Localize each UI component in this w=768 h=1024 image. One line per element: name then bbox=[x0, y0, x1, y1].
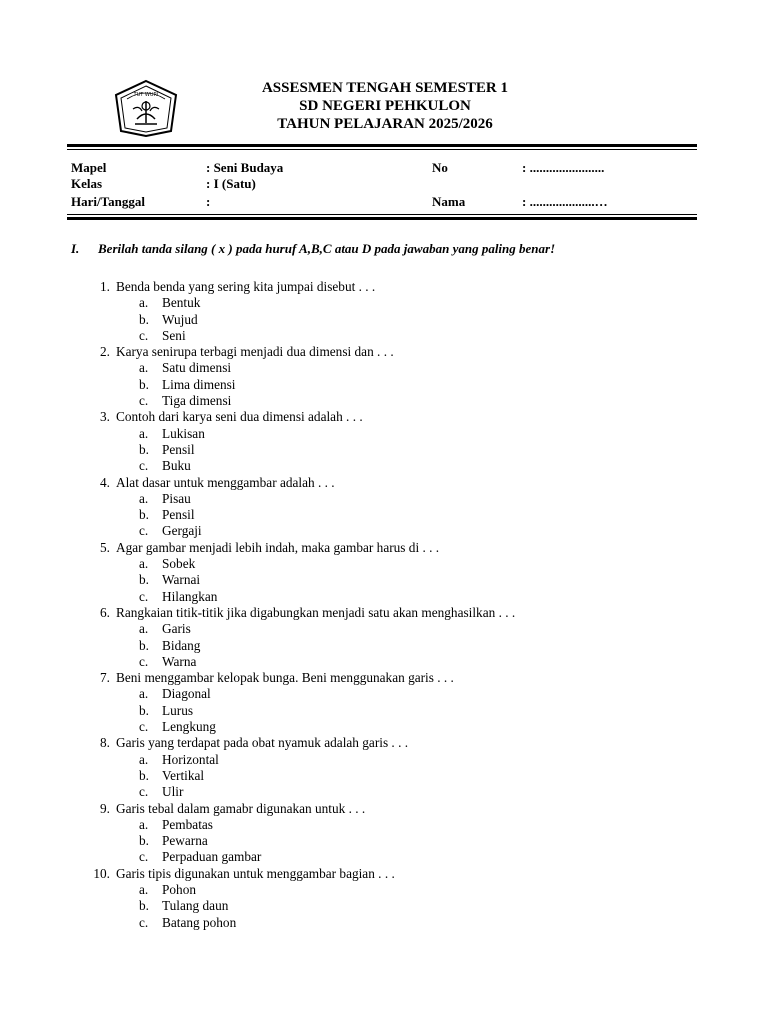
option-letter: b. bbox=[139, 898, 149, 914]
option-text: Pohon bbox=[162, 881, 196, 897]
answer-option[interactable] bbox=[0, 442, 768, 458]
question-9 bbox=[0, 801, 768, 817]
question-number: 8. bbox=[100, 735, 110, 751]
answer-option[interactable] bbox=[0, 703, 768, 719]
option-text: Garis bbox=[162, 621, 191, 637]
answer-option[interactable] bbox=[0, 426, 768, 442]
option-letter: c. bbox=[139, 653, 149, 669]
option-letter: a. bbox=[139, 881, 149, 897]
section-number: I. bbox=[71, 241, 80, 256]
title-line-2: SD NEGERI PEHKULON bbox=[299, 98, 471, 114]
option-letter: b. bbox=[139, 702, 149, 718]
answer-option[interactable] bbox=[0, 458, 768, 474]
question-text: Garis tipis digunakan untuk menggambar bagian . . . bbox=[116, 865, 395, 881]
option-text: Bentuk bbox=[162, 295, 201, 311]
answer-option[interactable] bbox=[0, 393, 768, 409]
question-6 bbox=[0, 605, 768, 621]
mapel-label: Mapel bbox=[71, 160, 107, 175]
answer-option[interactable] bbox=[0, 784, 768, 800]
answer-option[interactable] bbox=[0, 638, 768, 654]
answer-option[interactable] bbox=[0, 817, 768, 833]
answer-option[interactable] bbox=[0, 556, 768, 572]
option-text: Bidang bbox=[162, 637, 201, 653]
tut-wuri-handayani-logo bbox=[113, 79, 179, 137]
option-text: Pensil bbox=[162, 441, 195, 457]
option-text: Tulang daun bbox=[162, 898, 229, 914]
question-5 bbox=[0, 540, 768, 556]
kelas-label: Kelas bbox=[71, 176, 103, 191]
question-text: Karya senirupa terbagi menjadi dua dimensi dan . . . bbox=[116, 344, 394, 360]
question-text: Benda benda yang sering kita jumpai disebut . . . bbox=[116, 279, 376, 294]
option-text: Batang pohon bbox=[162, 914, 237, 930]
question-text: Beni menggambar kelopak bunga. Beni menggunakan garis . . . bbox=[116, 670, 454, 686]
instruction-text: Berilah tanda silang ( x ) pada huruf A,B,C atau D pada jawaban yang paling benar! bbox=[98, 241, 556, 256]
answer-option[interactable] bbox=[0, 719, 768, 735]
no-label: No bbox=[432, 160, 448, 175]
question-number: 9. bbox=[100, 800, 110, 816]
option-text: Horizontal bbox=[162, 751, 219, 767]
option-text: Warna bbox=[162, 653, 197, 669]
option-letter: c. bbox=[139, 458, 149, 474]
option-letter: c. bbox=[139, 784, 149, 800]
hari-tanggal-label: Hari/Tanggal bbox=[71, 194, 145, 209]
option-letter: a. bbox=[139, 295, 149, 311]
question-text: Alat dasar untuk menggambar adalah . . . bbox=[116, 474, 335, 490]
option-letter: c. bbox=[139, 849, 149, 865]
question-text: Rangkaian titik-titik jika digabungkan menjadi satu akan menghasilkan . . . bbox=[116, 604, 516, 620]
option-letter: b. bbox=[139, 376, 149, 392]
option-text: Sobek bbox=[162, 556, 196, 572]
answer-option[interactable] bbox=[0, 768, 768, 784]
option-letter: b. bbox=[139, 311, 149, 327]
option-text: Gergaji bbox=[162, 523, 202, 539]
kelas-value: : I (Satu) bbox=[206, 176, 256, 191]
question-text: Garis yang terdapat pada obat nyamuk adalah garis . . . bbox=[116, 735, 409, 751]
question-number: 4. bbox=[100, 474, 110, 490]
option-text: Lengkung bbox=[162, 719, 216, 735]
answer-option[interactable] bbox=[0, 523, 768, 539]
option-text: Pisau bbox=[162, 490, 191, 506]
option-text: Perpaduan gambar bbox=[162, 849, 262, 865]
option-text: Hilangkan bbox=[162, 588, 218, 604]
option-letter: c. bbox=[139, 914, 149, 930]
option-text: Lukisan bbox=[162, 425, 205, 441]
option-letter: b. bbox=[139, 833, 149, 849]
answer-option[interactable] bbox=[0, 328, 768, 344]
question-4 bbox=[0, 475, 768, 491]
answer-option[interactable] bbox=[0, 360, 768, 376]
no-field[interactable]: : ....................... bbox=[522, 160, 605, 175]
question-7 bbox=[0, 670, 768, 686]
option-text: Vertikal bbox=[162, 767, 205, 783]
question-list bbox=[0, 279, 768, 931]
option-text: Seni bbox=[162, 327, 186, 343]
option-letter: c. bbox=[139, 523, 149, 539]
title-line-3: TAHUN PELAJARAN 2025/2026 bbox=[277, 116, 493, 132]
answer-option[interactable] bbox=[0, 752, 768, 768]
question-2 bbox=[0, 344, 768, 360]
answer-option[interactable] bbox=[0, 377, 768, 393]
question-number: 1. bbox=[100, 279, 110, 294]
question-3 bbox=[0, 409, 768, 425]
answer-option[interactable] bbox=[0, 572, 768, 588]
option-text: Pembatas bbox=[162, 816, 213, 832]
option-letter: c. bbox=[139, 719, 149, 735]
header-divider-top-thin bbox=[67, 149, 697, 150]
option-letter: b. bbox=[139, 767, 149, 783]
option-text: Diagonal bbox=[162, 686, 211, 702]
header-divider-top bbox=[67, 144, 697, 147]
answer-option[interactable] bbox=[0, 882, 768, 898]
answer-option[interactable] bbox=[0, 849, 768, 865]
option-text: Lurus bbox=[162, 702, 194, 718]
option-text: Pensil bbox=[162, 507, 195, 523]
nama-field[interactable]: : ....................… bbox=[522, 194, 608, 209]
question-number: 3. bbox=[100, 409, 110, 425]
option-letter: b. bbox=[139, 572, 149, 588]
option-text: Tiga dimensi bbox=[162, 393, 232, 409]
option-letter: a. bbox=[139, 360, 149, 376]
option-text: Buku bbox=[162, 458, 191, 474]
exam-title bbox=[200, 79, 570, 133]
option-text: Pewarna bbox=[162, 833, 208, 849]
option-text: Lima dimensi bbox=[162, 376, 236, 392]
option-text: Satu dimensi bbox=[162, 360, 232, 376]
info-divider-thin bbox=[67, 214, 697, 215]
question-number: 2. bbox=[100, 344, 110, 360]
answer-option[interactable] bbox=[0, 589, 768, 605]
option-letter: b. bbox=[139, 507, 149, 523]
section-instruction bbox=[71, 241, 555, 257]
question-8 bbox=[0, 735, 768, 751]
option-text: Wujud bbox=[162, 311, 198, 327]
answer-option[interactable] bbox=[0, 491, 768, 507]
question-number: 7. bbox=[100, 670, 110, 686]
svg-text:TUT WURI: TUT WURI bbox=[133, 92, 159, 98]
question-text: Agar gambar menjadi lebih indah, maka gambar harus di . . . bbox=[116, 539, 440, 555]
answer-option[interactable] bbox=[0, 507, 768, 523]
option-letter: c. bbox=[139, 327, 149, 343]
option-letter: c. bbox=[139, 393, 149, 409]
option-letter: c. bbox=[139, 588, 149, 604]
answer-option[interactable] bbox=[0, 295, 768, 311]
nama-label: Nama bbox=[432, 194, 466, 209]
info-divider-bottom bbox=[67, 217, 697, 220]
answer-option[interactable] bbox=[0, 621, 768, 637]
answer-option[interactable] bbox=[0, 833, 768, 849]
option-letter: a. bbox=[139, 425, 149, 441]
option-letter: b. bbox=[139, 637, 149, 653]
answer-option[interactable] bbox=[0, 898, 768, 914]
option-letter: a. bbox=[139, 621, 149, 637]
option-letter: a. bbox=[139, 556, 149, 572]
question-number: 10. bbox=[93, 865, 110, 881]
question-1 bbox=[0, 279, 768, 295]
option-text: Ulir bbox=[162, 784, 184, 800]
option-letter: a. bbox=[139, 816, 149, 832]
option-letter: b. bbox=[139, 441, 149, 457]
question-number: 5. bbox=[100, 539, 110, 555]
mapel-value: : Seni Budaya bbox=[206, 160, 284, 175]
question-10 bbox=[0, 866, 768, 882]
question-number: 6. bbox=[100, 604, 110, 620]
answer-option[interactable] bbox=[0, 654, 768, 670]
answer-option[interactable] bbox=[0, 312, 768, 328]
question-text: Garis tebal dalam gamabr digunakan untuk . . . bbox=[116, 800, 366, 816]
hari-tanggal-field[interactable]: : bbox=[206, 194, 211, 209]
question-text: Contoh dari karya seni dua dimensi adalah . . . bbox=[116, 409, 363, 425]
option-letter: a. bbox=[139, 751, 149, 767]
answer-option[interactable] bbox=[0, 915, 768, 931]
option-text: Warnai bbox=[162, 572, 201, 588]
option-letter: a. bbox=[139, 686, 149, 702]
option-letter: a. bbox=[139, 490, 149, 506]
title-line-1: ASSESMEN TENGAH SEMESTER 1 bbox=[261, 80, 509, 96]
answer-option[interactable] bbox=[0, 686, 768, 702]
